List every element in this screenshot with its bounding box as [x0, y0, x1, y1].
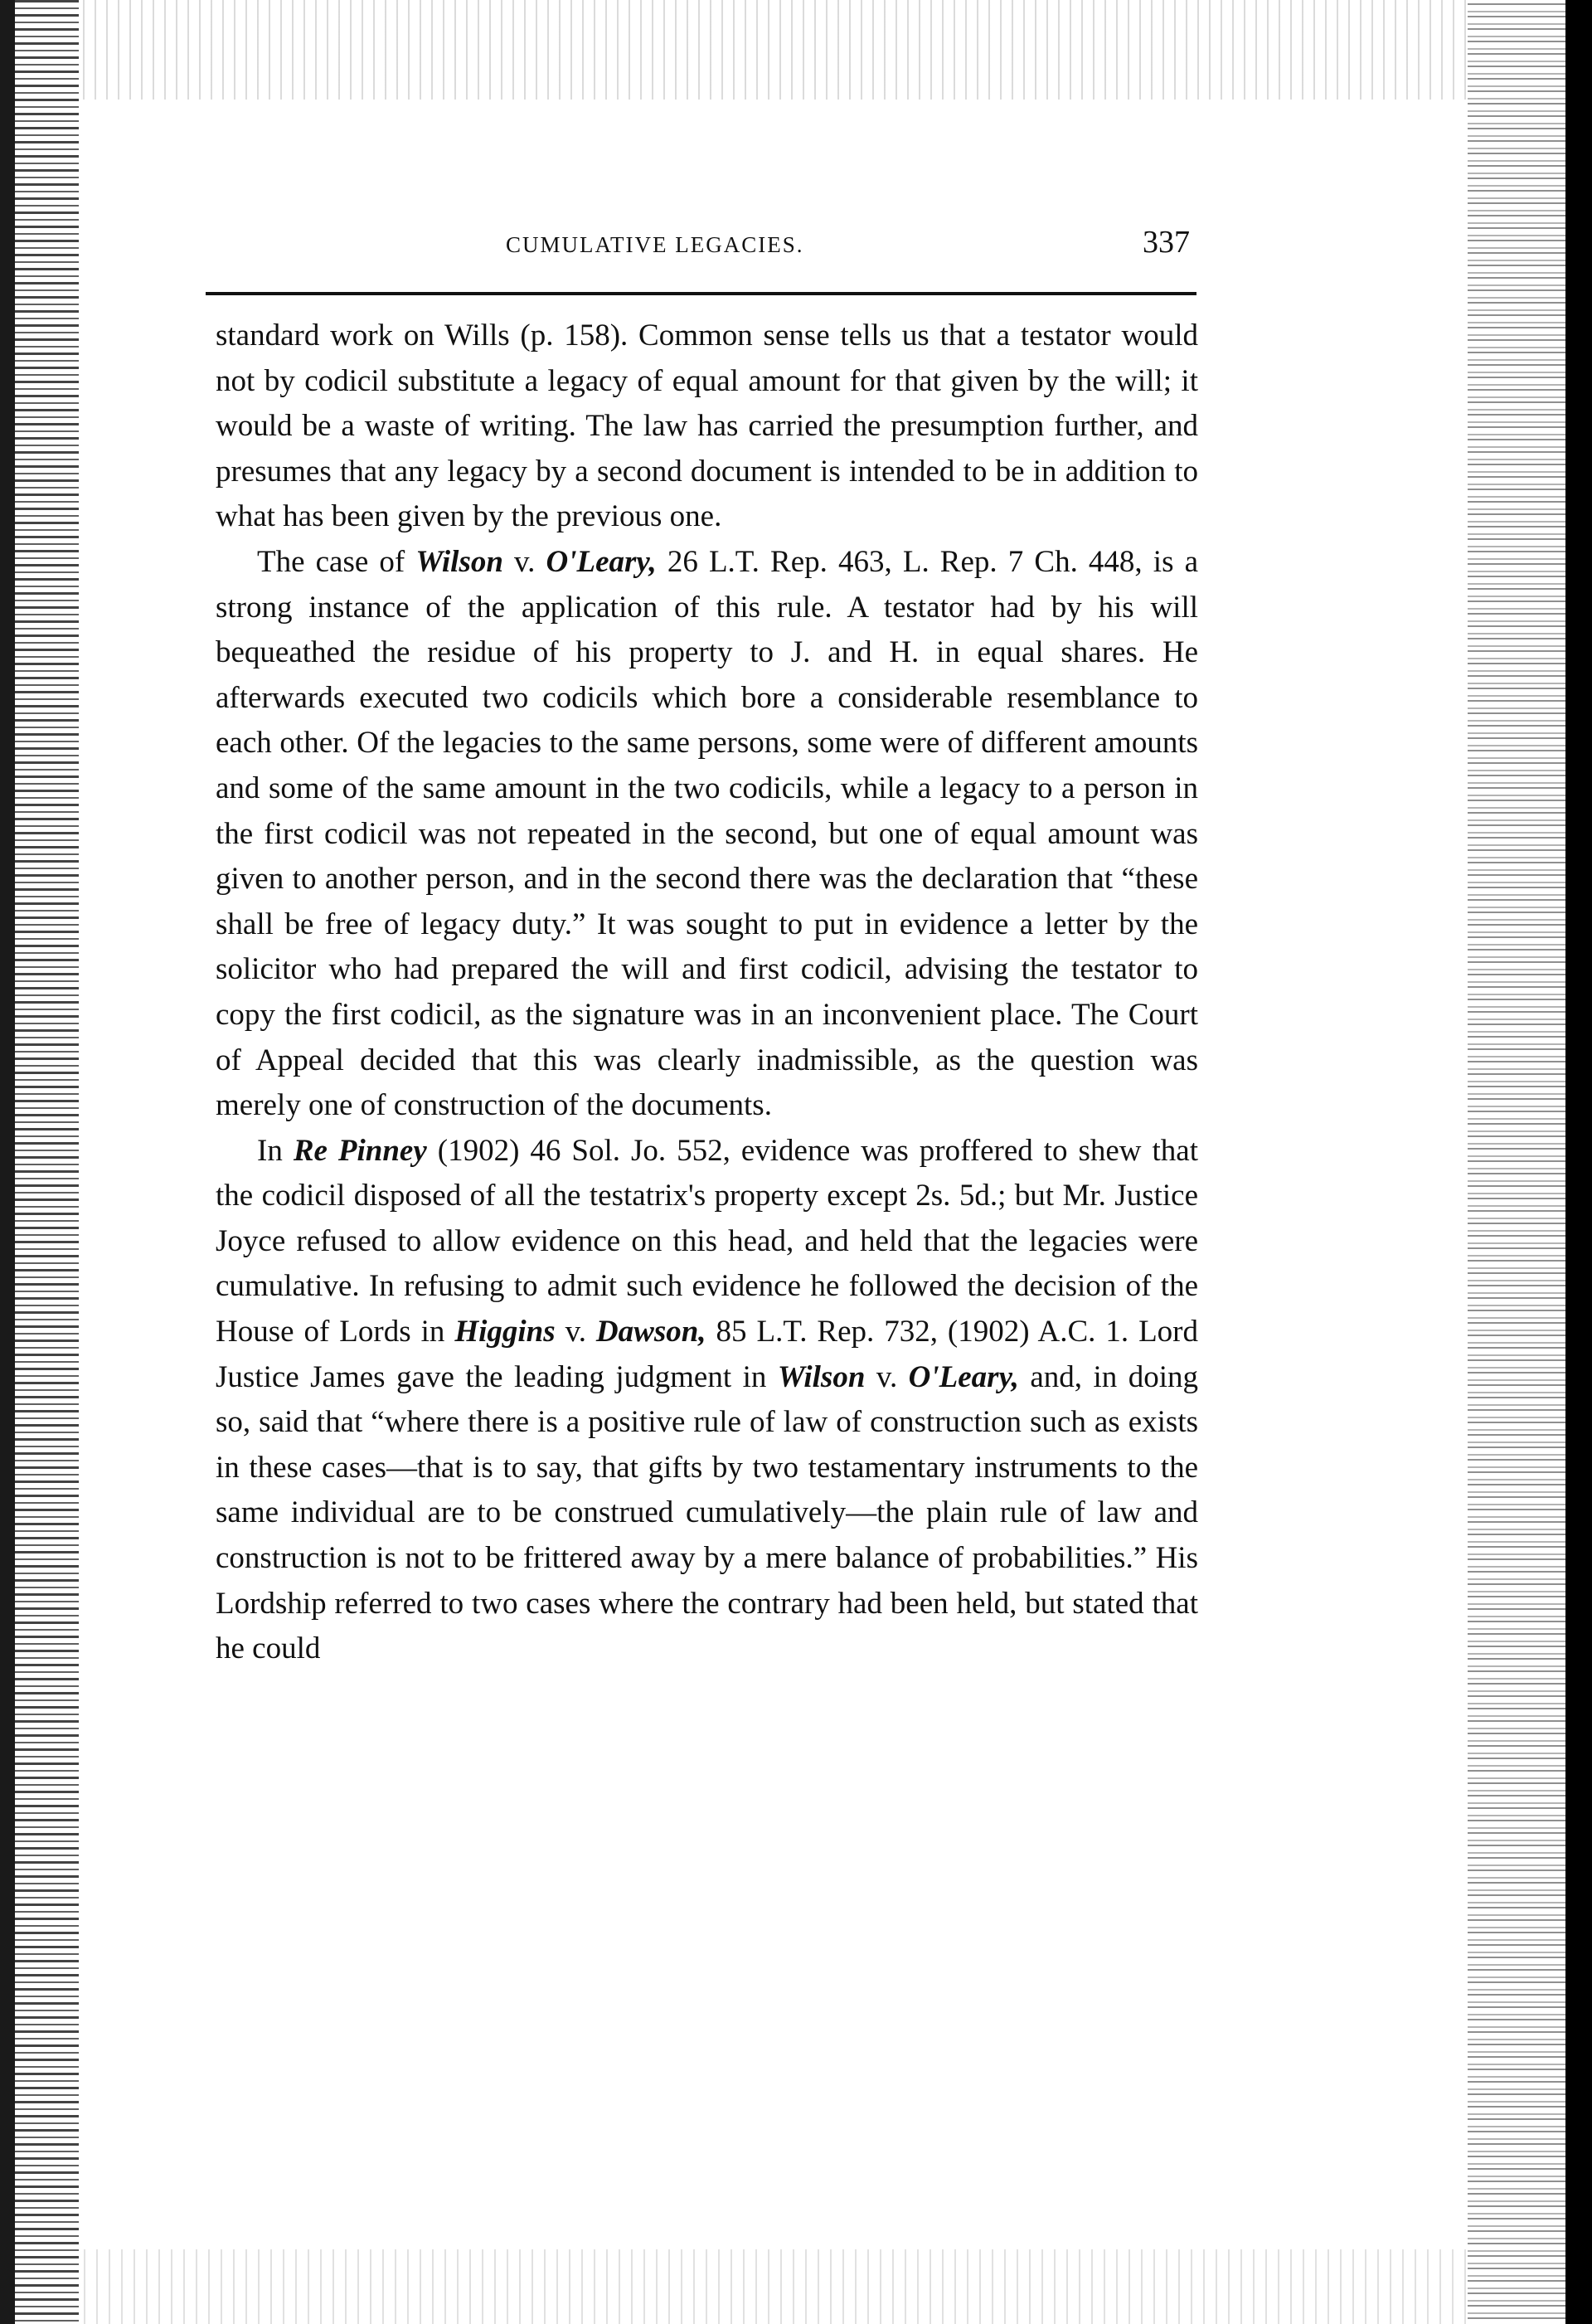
case-name: Wilson [777, 1359, 866, 1394]
paragraph: The case of Wilson v. O'Leary, 26 L.T. Rep. 463, L. Rep. 7 Ch. 448, is a strong instance of the application of this rule. A testator had by his will bequeathed the residue of his property to J. and H. in equal shares. He afterwards executed two codicils which bore a considerable resemblance to each other. Of the legacies to the same persons, some were of different amounts and some of the same amount in the two codicils, while a legacy to a person in the first codicil was not repeated in the second, but one of equal amount was given to another person, and in the second there was the declaration that “these shall be free of legacy duty.” It was sought to put in evidence a letter by the solicitor who had prepared the will and first codicil, advising the testator to copy the first codicil, as the signature was in an inconvenient place. The Court of Appeal decided that this was clearly inadmissible, as the question was merely one of construction of the documents. [216, 544, 1198, 1123]
header-rule [206, 292, 1196, 295]
paragraph: In Re Pinney (1902) 46 Sol. Jo. 552, evidence was proffered to shew that the codicil disposed of all the testatrix's property except 2s. 5d.; but Mr. Justice Joyce refused to allow evidence on this head, and held that the legacies were cumulative. In refusing to admit such evidence he followed the decision of the House of Lords in Higgins v. Dawson, 85 L.T. Rep. 732, (1902) A.C. 1. Lord Justice James gave the leading judgment in Wilson v. O'Leary, and, in doing so, said that “where there is a positive rule of law of construction such as exists in these cases—that is to say, that gifts by two testamentary instruments to the same individual are to be construed cumulatively—the plain rule of law and construction is not to be frittered away by a mere balance of probabilities.” His Lordship referred to two cases where the contrary had been held, but stated that he could [216, 1133, 1198, 1666]
page-number: 337 [1143, 225, 1190, 260]
case-name: Dawson, [595, 1315, 706, 1349]
case-name: O'Leary, [908, 1359, 1019, 1394]
case-name: Re Pinney [293, 1133, 427, 1168]
scan-border-top [79, 0, 1468, 100]
scan-edge-right [1565, 0, 1592, 2324]
body-text [216, 314, 1198, 1672]
case-name: Higgins [454, 1315, 556, 1349]
case-name: Wilson [415, 544, 503, 579]
page-header [216, 224, 1190, 274]
running-head: CUMULATIVE LEGACIES. [506, 232, 804, 257]
scan-edge-left [0, 0, 15, 2324]
case-name: O'Leary, [546, 544, 657, 579]
paragraph: standard work on Wills (p. 158). Common sense tells us that a testator would not by codicil substitute a legacy of equal amount for that given by the will; it would be a waste of writing. The law has carried the presumption further, and presumes that any legacy by a second document is intended to be in addition to what has been given by the previous one. [216, 318, 1198, 534]
scan-border-bottom [79, 2249, 1468, 2324]
